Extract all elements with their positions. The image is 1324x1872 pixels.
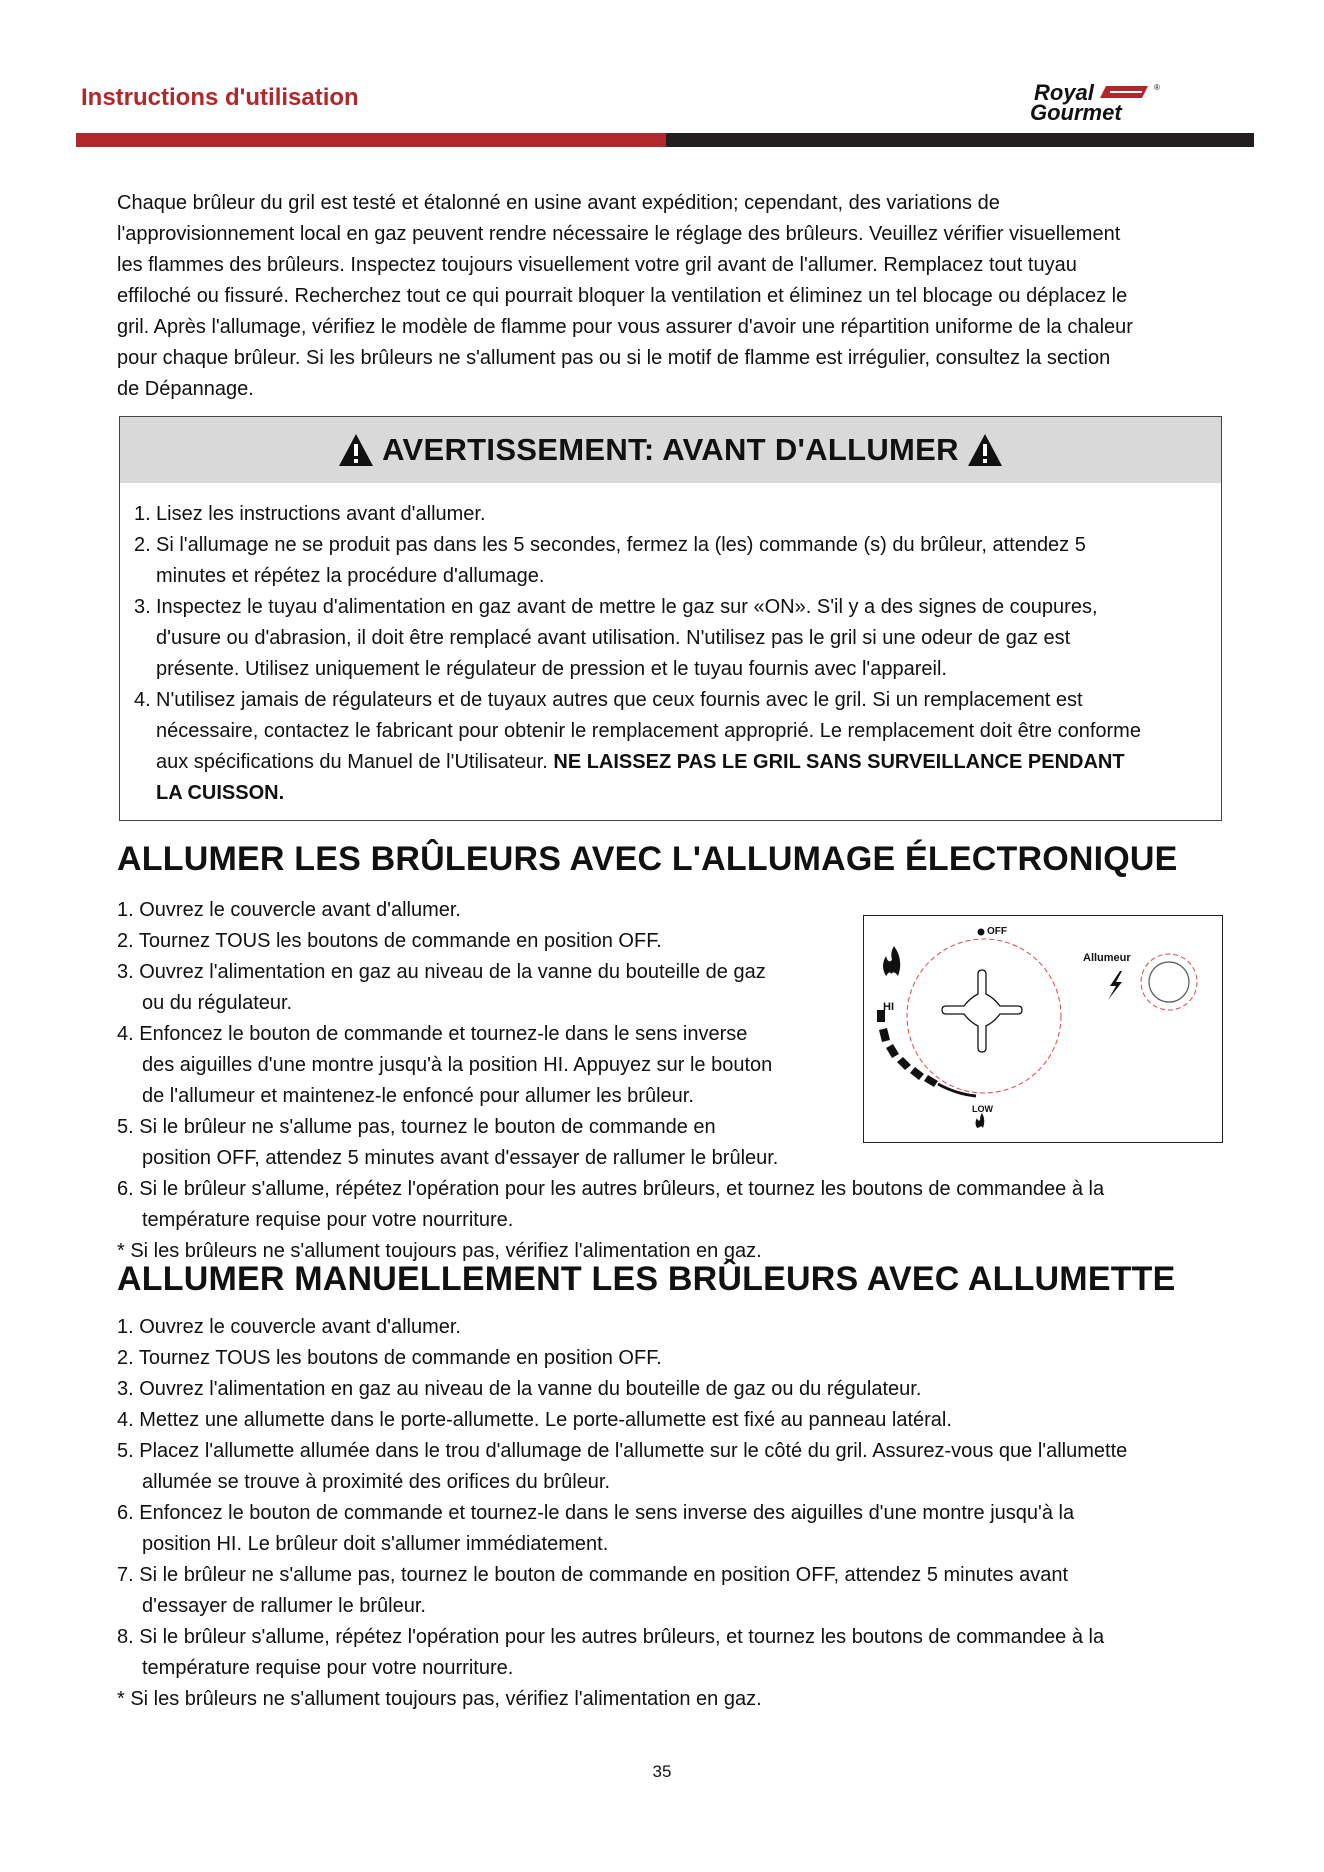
step-line: des aiguilles d'une montre jusqu'à la position HI. Appuyez sur le bouton [142, 1054, 773, 1076]
step-line: 5. Si le brûleur ne s'allume pas, tournez le bouton de commande en [117, 1116, 716, 1138]
warning-item-line: nécessaire, contactez le fabricant pour obtenir le remplacement approprié. Le remplacement doit être conforme [156, 720, 1141, 742]
step-line: 4. Enfoncez le bouton de commande et tournez-le dans le sens inverse [117, 1023, 748, 1045]
header-rule-dark [666, 133, 1254, 147]
warning-item-line: minutes et répétez la procédure d'allumage. [156, 565, 545, 587]
warning-item-line: d'usure ou d'abrasion, il doit être remplacé avant utilisation. N'utilisez pas le gril si une odeur de gaz est [156, 627, 1071, 649]
warning-item [134, 592, 1214, 685]
step-line: 4. Mettez une allumette dans le porte-allumette. Le porte-allumette est fixé au panneau latéral. [117, 1409, 952, 1431]
page-header-title: Instructions d'utilisation [81, 84, 359, 111]
page-number: 35 [652, 1762, 672, 1781]
igniter-button [1149, 962, 1189, 1002]
svg-text:®: ® [1154, 83, 1160, 92]
high-flame-icon [883, 946, 900, 976]
step-line: 2. Tournez TOUS les boutons de commande en position OFF. [117, 930, 662, 952]
warning-item-number: 2. [134, 534, 151, 556]
step-line: 6. Si le brûleur s'allume, répétez l'opération pour les autres brûleurs, et tournez les boutons de commandee à la [117, 1178, 1105, 1200]
warning-emphasis: NE LAISSEZ PAS LE GRIL SANS SURVEILLANCE PENDANT [553, 751, 1125, 773]
step-line: allumée se trouve à proximité des orifices du brûleur. [142, 1471, 611, 1493]
warning-item [134, 685, 1214, 809]
warning-triangle-icon [967, 433, 1003, 467]
step-line: température requise pour votre nourriture. [142, 1657, 514, 1679]
warning-item-line: Inspectez le tuyau d'alimentation en gaz avant de mettre le gaz sur «ON». S'il y a des signes de coupures, [156, 596, 1098, 618]
step-line: 5. Placez l'allumette allumée dans le trou d'allumage de l'allumette sur le côté du gril. Assurez-vous que l'allumette [117, 1440, 1128, 1462]
warning-item-number: 3. [134, 596, 151, 618]
step-line: 3. Ouvrez l'alimentation en gaz au niveau de la vanne du bouteille de gaz ou du régulateur. [117, 1378, 922, 1400]
warning-item-line: N'utilisez jamais de régulateurs et de tuyaux autres que ceux fournis avec le gril. Si un remplacement est [156, 689, 1083, 711]
warning-header [120, 417, 1221, 483]
section-heading-electronic: ALLUMER LES BRÛLEURS AVEC L'ALLUMAGE ÉLECTRONIQUE [117, 840, 1178, 878]
step-line: 7. Si le brûleur ne s'allume pas, tournez le bouton de commande en position OFF, attendez 5 minutes avant [117, 1564, 1069, 1586]
step-line: 3. Ouvrez l'alimentation en gaz au niveau de la vanne du bouteille de gaz [117, 961, 766, 983]
step-line: de l'allumeur et maintenez-le enfoncé pour allumer les brûleur. [142, 1085, 694, 1107]
warning-triangle-icon [338, 433, 374, 467]
step-line: position HI. Le brûleur doit s'allumer immédiatement. [142, 1533, 609, 1555]
svg-text:Royal: Royal [1034, 80, 1094, 105]
svg-text:Gourmet: Gourmet [1030, 100, 1122, 122]
intro-paragraph [117, 188, 1257, 405]
warning-item [134, 499, 1214, 530]
warning-emphasis: LA CUISSON. [156, 782, 285, 804]
warning-list [134, 499, 1214, 809]
low-flame-icon [976, 1113, 985, 1128]
intro-line: effiloché ou fissuré. Recherchez tout ce qui pourrait bloquer la ventilation et éliminez un tel blocage ou déplacez le [117, 285, 1128, 307]
header-rule-red [76, 133, 666, 147]
warning-item-number: 4. [134, 689, 151, 711]
off-marker [978, 929, 985, 936]
step-line: 1. Ouvrez le couvercle avant d'allumer. [117, 899, 461, 921]
warning-item-line [156, 747, 1214, 778]
warning-box [119, 416, 1222, 821]
dial-outline [907, 939, 1061, 1093]
warning-item [134, 530, 1214, 592]
intro-line: gril. Après l'allumage, vérifiez le modèle de flamme pour vous assurer d'avoir une répartition uniforme de la chaleur [117, 316, 1133, 338]
hi-label: HI [883, 1001, 894, 1013]
step-line: 6. Enfoncez le bouton de commande et tournez-le dans le sens inverse des aiguilles d'une montre jusqu'à la [117, 1502, 1075, 1524]
manual-steps [117, 1312, 1127, 1715]
warning-item-line: Si l'allumage ne se produit pas dans les 5 secondes, fermez la (les) commande (s) du brûleur, attendez 5 [156, 534, 1086, 556]
intro-line: de Dépannage. [117, 378, 254, 400]
intro-line: pour chaque brûleur. Si les brûleurs ne s'allument pas ou si le motif de flamme est irrégulier, consultez la section [117, 347, 1111, 369]
warning-item-text: aux spécifications du Manuel de l'Utilisateur. [156, 751, 554, 773]
intro-line: Chaque brûleur du gril est testé et étalonné en usine avant expédition; cependant, des variations de [117, 192, 1000, 214]
royal-gourmet-logo [1030, 80, 1230, 122]
off-label: OFF [987, 926, 1007, 937]
intro-line: les flammes des brûleurs. Inspectez toujours visuellement votre gril avant de l'allumer. Remplacez tout tuyau [117, 254, 1077, 276]
step-line: 8. Si le brûleur s'allume, répétez l'opération pour les autres brûleurs, et tournez les boutons de commandee à la [117, 1626, 1105, 1648]
heat-scale-arc [938, 1084, 976, 1096]
section-heading-manual: ALLUMER MANUELLEMENT LES BRÛLEURS AVEC ALLUMETTE [117, 1260, 1176, 1298]
step-line: 2. Tournez TOUS les boutons de commande en position OFF. [117, 1347, 662, 1369]
step-line: * Si les brûleurs ne s'allument toujours pas, vérifiez l'alimentation en gaz. [117, 1240, 762, 1262]
low-label: LOW [972, 1104, 993, 1114]
igniter-label: Allumeur [1083, 952, 1131, 964]
step-line: d'essayer de rallumer le brûleur. [142, 1595, 426, 1617]
warning-item-number: 1. [134, 503, 151, 525]
step-line: 1. Ouvrez le couvercle avant d'allumer. [117, 1316, 461, 1338]
step-line: température requise pour votre nourriture. [142, 1209, 514, 1231]
intro-line: l'approvisionnement local en gaz peuvent rendre nécessaire le réglage des brûleurs. Veuillez vérifier visuellement [117, 223, 1121, 245]
lightning-icon [1108, 971, 1122, 1000]
warning-item-line: Lisez les instructions avant d'allumer. [156, 503, 486, 525]
control-knob-icon [942, 970, 1022, 1052]
control-knob-diagram [863, 915, 1223, 1143]
step-line: * Si les brûleurs ne s'allument toujours pas, vérifiez l'alimentation en gaz. [117, 1688, 762, 1710]
step-line: ou du régulateur. [142, 992, 293, 1014]
warning-item-line: présente. Utilisez uniquement le régulateur de pression et le tuyau fournis avec l'appareil. [156, 658, 947, 680]
warning-title: AVERTISSEMENT: AVANT D'ALLUMER [382, 432, 959, 467]
step-line: position OFF, attendez 5 minutes avant d'essayer de rallumer le brûleur. [142, 1147, 779, 1169]
